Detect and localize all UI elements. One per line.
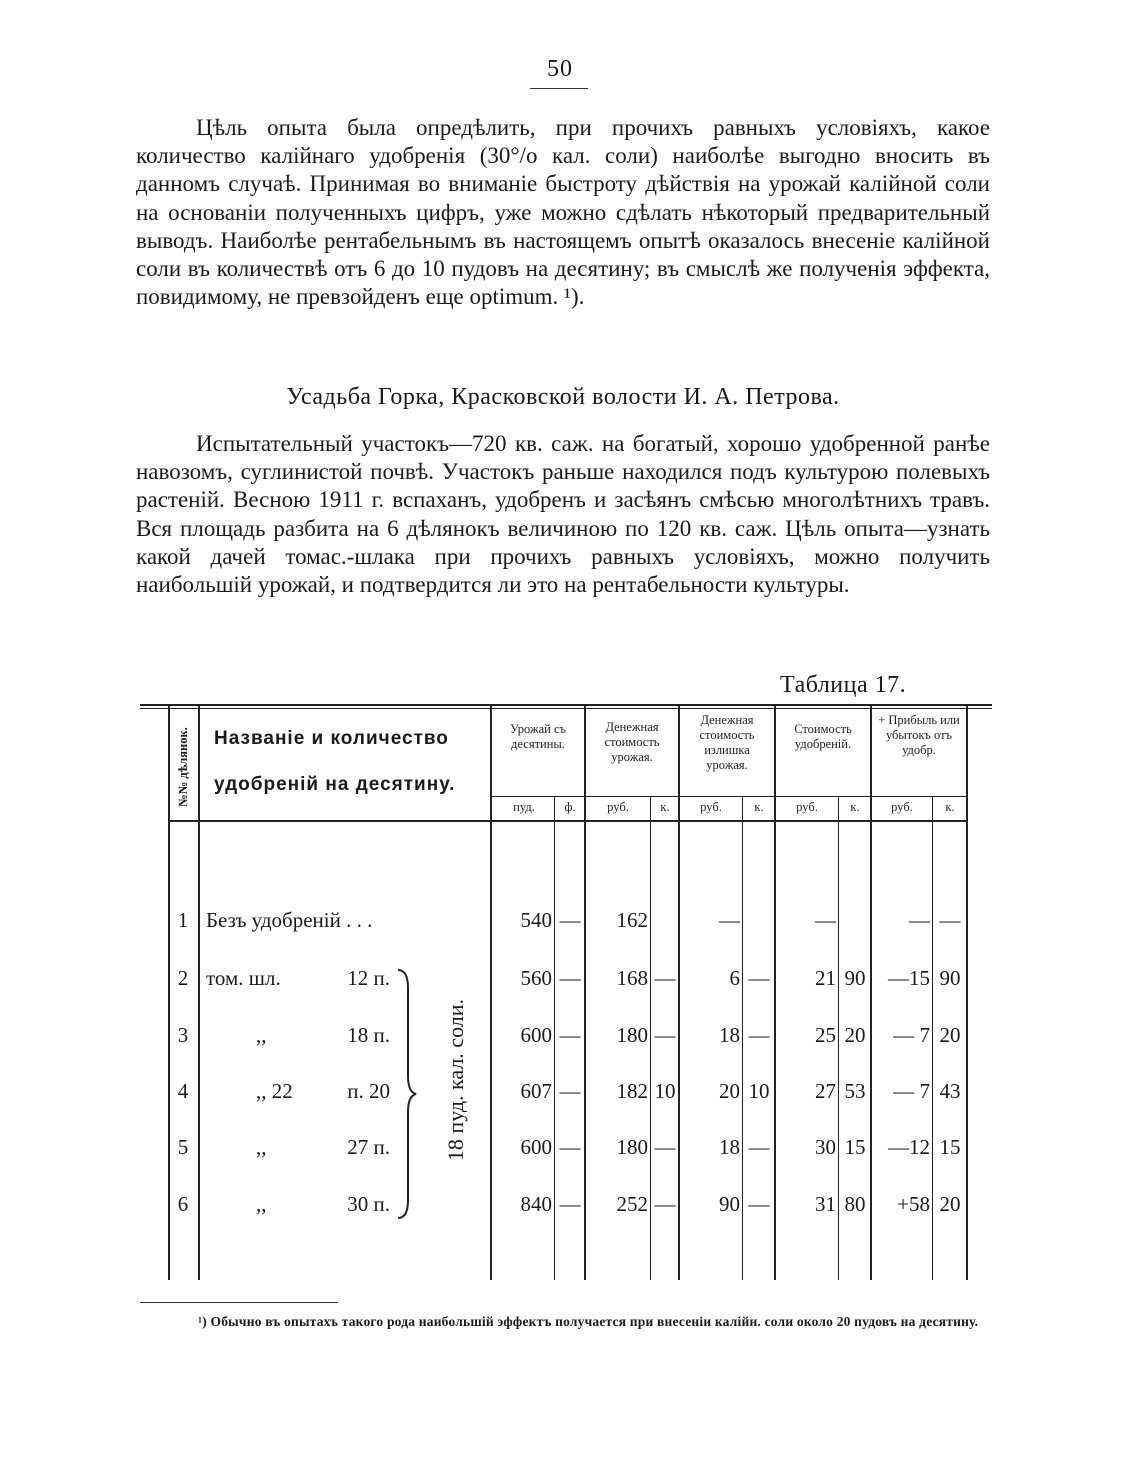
cell-cost-kop: 80 — [844, 1192, 866, 1216]
cell-cost-rub: 25 — [815, 1023, 836, 1047]
cell-cost-kop: 15 — [844, 1135, 866, 1159]
cell-plot-no: 3 — [177, 1023, 189, 1047]
cell-surplus-rub: 90 — [719, 1192, 740, 1216]
cell-value-rub: 162 — [616, 908, 648, 932]
fertilizer-name-header-line2: удобреній на десятину. — [214, 774, 456, 795]
unit-kop: к. — [945, 800, 955, 814]
cell-value-kop: — — [654, 1135, 676, 1159]
unit-funt: ф. — [564, 800, 576, 814]
money-value-header: Денежная стоимость урожая. — [604, 720, 660, 764]
cell-surplus-kop: 10 — [748, 1079, 770, 1103]
cell-cost-rub: — — [815, 908, 836, 932]
cell-profit-rub: — 7 — [893, 1023, 930, 1047]
cell-value-kop: — — [654, 966, 676, 990]
cell-fertilizer-name: Безъ удобреній . . . — [206, 908, 373, 932]
cell-surplus-rub: — — [719, 908, 740, 932]
cell-yield-pud: 560 — [520, 966, 552, 990]
potash-side-note: 18 пуд. кал. соли. — [443, 998, 468, 1162]
yield-header: Урожай съ десятины. — [510, 722, 566, 751]
cell-cost-rub: 30 — [815, 1135, 836, 1159]
cell-value-rub: 252 — [616, 1192, 648, 1216]
cell-profit-kop: 43 — [939, 1079, 961, 1103]
section-heading: Усадьба Горка, Красковской волости И. А. Петрова. — [286, 384, 840, 410]
cell-yield-pud: 600 — [520, 1023, 552, 1047]
table-top-rule — [140, 704, 992, 706]
money-surplus-header: Денежная стоимость излишка урожая. — [699, 713, 755, 772]
cell-yield-funt: — — [559, 1135, 581, 1159]
cell-fertilizer-name: ,, 22 — [256, 1079, 293, 1103]
units-divider — [490, 796, 968, 797]
cell-plot-no: 4 — [177, 1079, 189, 1103]
cell-yield-pud: 540 — [520, 908, 552, 932]
cell-yield-funt: — — [559, 966, 581, 990]
cell-value-kop: 10 — [654, 1079, 676, 1103]
cell-fertilizer-name: том. шл. — [206, 966, 281, 990]
unit-kop: к. — [850, 800, 860, 814]
col-rule — [490, 706, 492, 1280]
col-rule — [838, 796, 839, 1280]
cell-fertilizer-qty: 18 п. — [347, 1023, 390, 1047]
col-rule — [742, 796, 743, 1280]
cell-cost-kop: 90 — [844, 966, 866, 990]
cell-yield-funt: — — [559, 1023, 581, 1047]
cell-fertilizer-qty: 27 п. — [347, 1135, 390, 1159]
cell-profit-rub: +58 — [897, 1192, 930, 1216]
cell-plot-no: 2 — [177, 966, 189, 990]
unit-pud: пуд. — [513, 800, 535, 814]
cell-value-rub: 180 — [616, 1135, 648, 1159]
plot-number-header: №№ дѣлянок. — [176, 727, 190, 807]
cell-profit-rub: —12 — [888, 1135, 930, 1159]
cell-profit-kop: 20 — [939, 1023, 961, 1047]
cell-surplus-rub: 6 — [729, 966, 740, 990]
cell-cost-rub: 27 — [815, 1079, 836, 1103]
cell-value-kop: — — [654, 1023, 676, 1047]
col-rule — [554, 796, 555, 1280]
cell-yield-funt: — — [559, 1079, 581, 1103]
cell-surplus-kop: — — [748, 1135, 770, 1159]
unit-rub: руб. — [891, 800, 913, 814]
col-rule — [932, 796, 933, 1280]
cell-fertilizer-name: ,, — [256, 1192, 267, 1216]
cell-yield-pud: 840 — [520, 1192, 552, 1216]
cell-value-rub: 180 — [616, 1023, 648, 1047]
fertilizer-cost-header: Стоимость удобреній. — [794, 722, 852, 751]
unit-kop: к. — [660, 800, 670, 814]
unit-rub: руб. — [796, 800, 818, 814]
paragraph-experiment-goal: Цѣль опыта была опредѣлить, при прочихъ равныхъ условіяхъ, какое количество калійнаго удобренія (30°/о кал. соли) наиболѣе выгодно вносить въ данномъ случаѣ. Принимая во вниманіе быстроту дѣйствія на урожай калійной соли на основаніи полученныхъ цифръ, уже можно сдѣлать нѣкоторый предварительный выводъ. Наиболѣе рентабельнымъ въ настоящемъ опытѣ оказалось внесеніе калійной соли въ количествѣ отъ 6 до 10 пудовъ на десятину; въ смыслѣ же полученія эффекта, повидимому, не превзойденъ еще optimum. ¹). — [136, 115, 990, 310]
cell-yield-funt: — — [559, 1192, 581, 1216]
cell-fertilizer-qty: 12 п. — [347, 966, 390, 990]
cell-cost-kop: 53 — [844, 1079, 866, 1103]
cell-fertilizer-qty: 30 п. — [347, 1192, 390, 1216]
cell-surplus-rub: 20 — [719, 1079, 740, 1103]
cell-surplus-rub: 18 — [719, 1023, 740, 1047]
unit-rub: руб. — [607, 800, 629, 814]
paragraph-test-plot: Испытательный участокъ—720 кв. саж. на богатый, хорошо удобренной ранѣе навозомъ, суглинистой почвѣ. Участокъ раньше находился подъ культурою полевыхъ растеній. Весною 1911 г. вспаханъ, удобренъ и засѣянъ смѣсью многолѣтнихъ травъ. Вся площадь разбита на 6 дѣлянокъ величиною по 120 кв. саж. Цѣль опыта—узнать какой дачей томас.-шлака при прочихъ равныхъ условіяхъ, можно получить наибольшій урожай, и подтвердится ли это на рентабельности культуры. — [136, 431, 990, 598]
cell-profit-rub: — — [909, 908, 930, 932]
page-number: 50 — [547, 56, 573, 82]
unit-rub: руб. — [700, 800, 722, 814]
col-rule — [966, 706, 968, 1280]
cell-cost-kop: 20 — [844, 1023, 866, 1047]
cell-surplus-kop: — — [748, 1192, 770, 1216]
cell-fertilizer-name: ,, — [256, 1135, 267, 1159]
footnote: ¹) Обычно въ опытахъ такого рода наибольшій эффектъ получается при внесеніи калійн. соли около 20 пудовъ на десятину. — [198, 1314, 979, 1329]
cell-profit-kop: — — [939, 908, 961, 932]
cell-profit-kop: 20 — [939, 1192, 961, 1216]
table-top-rule-thin — [140, 708, 992, 709]
footnote-rule — [140, 1302, 338, 1303]
cell-profit-kop: 15 — [939, 1135, 961, 1159]
cell-fertilizer-qty: п. 20 — [347, 1079, 390, 1103]
cell-yield-pud: 600 — [520, 1135, 552, 1159]
cell-plot-no: 1 — [177, 908, 189, 932]
cell-yield-pud: 607 — [520, 1079, 552, 1103]
cell-value-kop: — — [654, 1192, 676, 1216]
cell-cost-rub: 31 — [815, 1192, 836, 1216]
cell-profit-kop: 90 — [939, 966, 961, 990]
cell-value-rub: 182 — [616, 1079, 648, 1103]
cell-cost-rub: 21 — [815, 966, 836, 990]
cell-value-rub: 168 — [616, 966, 648, 990]
cell-yield-funt: — — [559, 908, 581, 932]
cell-surplus-kop: — — [748, 966, 770, 990]
col-rule — [198, 706, 200, 1280]
unit-kop: к. — [754, 800, 764, 814]
header-bottom-rule — [168, 820, 968, 822]
cell-profit-rub: — 7 — [893, 1079, 930, 1103]
cell-plot-no: 5 — [177, 1135, 189, 1159]
cell-fertilizer-name: ,, — [256, 1023, 267, 1047]
cell-surplus-kop: — — [748, 1023, 770, 1047]
table-caption: Таблица 17. — [780, 672, 907, 698]
cell-plot-no: 6 — [177, 1192, 189, 1216]
fertilizer-name-header-line1: Названіе и количество — [214, 728, 449, 749]
cell-profit-rub: —15 — [888, 966, 930, 990]
col-rule — [650, 796, 651, 1280]
profit-header: + Прибыль или убытокъ отъ удобр. — [878, 713, 960, 757]
cell-surplus-rub: 18 — [719, 1135, 740, 1159]
